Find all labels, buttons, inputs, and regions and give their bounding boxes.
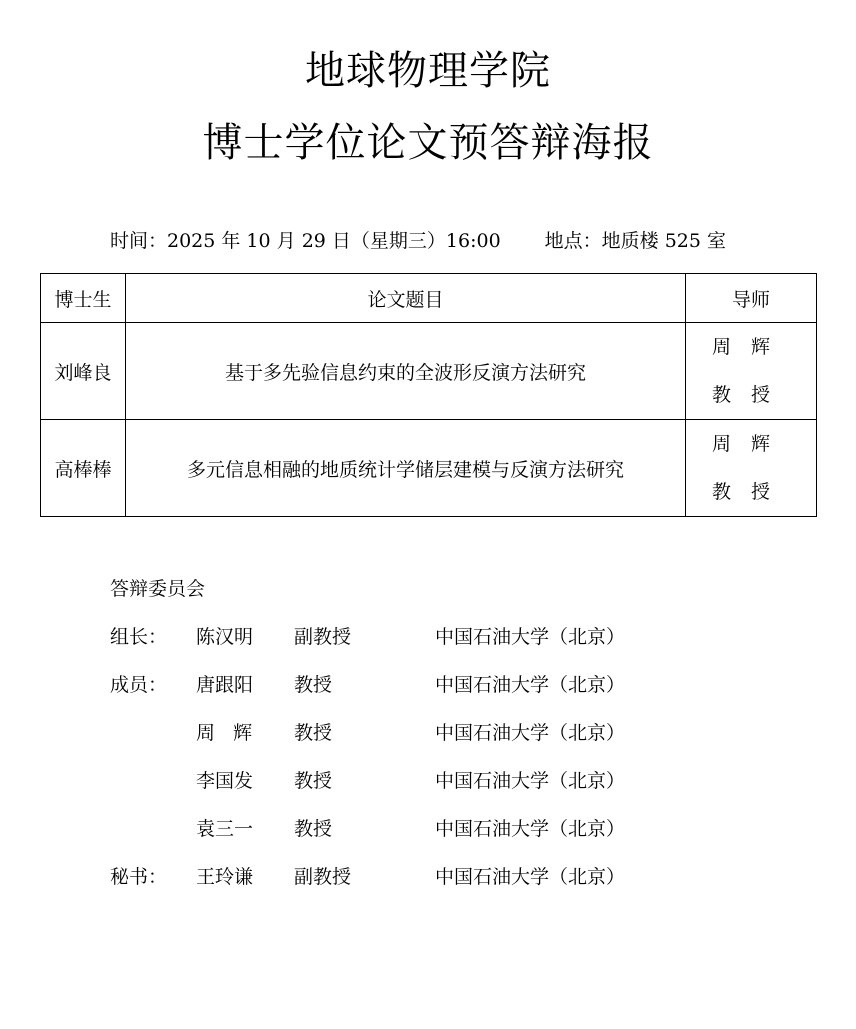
table-row [41,420,817,517]
member-rank: 教授 [294,674,333,696]
member-rank: 教授 [294,722,333,744]
member-role: 组长： [110,626,168,648]
event-info [110,228,726,254]
committee-member [110,768,626,816]
member-name: 唐跟阳 [196,674,254,696]
advisor-name: 周辉 [711,433,790,455]
thesis-title: 基于多先验信息约束的全波形反演方法研究 [126,323,686,420]
page-title-school: 地球物理学院 [305,48,551,94]
page-title-poster: 博士学位论文预答辩海报 [202,120,654,166]
member-name: 陈汉明 [196,626,254,648]
advisor-cell [686,323,817,420]
thesis-title: 多元信息相融的地质统计学储层建模与反演方法研究 [126,420,686,517]
advisor-cell [686,420,817,517]
member-role: 秘书： [110,866,168,888]
committee-section [110,576,626,912]
member-org: 中国石油大学（北京） [435,626,626,648]
student-name: 高棒棒 [41,420,126,517]
member-role: 成员： [110,674,168,696]
defense-table [40,273,817,517]
member-org: 中国石油大学（北京） [435,674,626,696]
committee-member [110,864,626,912]
committee-member [110,720,626,768]
committee-member [110,816,626,864]
advisor-title: 教授 [711,384,790,406]
member-rank: 副教授 [294,866,352,888]
header-student: 博士生 [41,274,126,323]
table-header-row [41,274,817,323]
header-advisor: 导师 [686,274,817,323]
committee-member [110,672,626,720]
member-rank: 教授 [294,770,333,792]
member-rank: 副教授 [294,626,352,648]
advisor-name: 周辉 [711,336,790,358]
member-org: 中国石油大学（北京） [435,722,626,744]
member-rank: 教授 [294,818,333,840]
header-thesis: 论文题目 [126,274,686,323]
table-row [41,323,817,420]
committee-member [110,624,626,672]
member-org: 中国石油大学（北京） [435,866,626,888]
member-org: 中国石油大学（北京） [435,770,626,792]
event-time: 时间：2025 年 10 月 29 日（星期三）16:00 [110,230,501,252]
member-name: 袁三一 [196,818,254,840]
student-name: 刘峰良 [41,323,126,420]
event-location: 地点：地质楼 525 室 [544,230,727,252]
member-name: 王玲谦 [196,866,254,888]
advisor-title: 教授 [711,481,790,503]
member-name: 周 辉 [196,722,253,744]
member-org: 中国石油大学（北京） [435,818,626,840]
committee-heading: 答辩委员会 [110,578,206,600]
member-name: 李国发 [196,770,254,792]
